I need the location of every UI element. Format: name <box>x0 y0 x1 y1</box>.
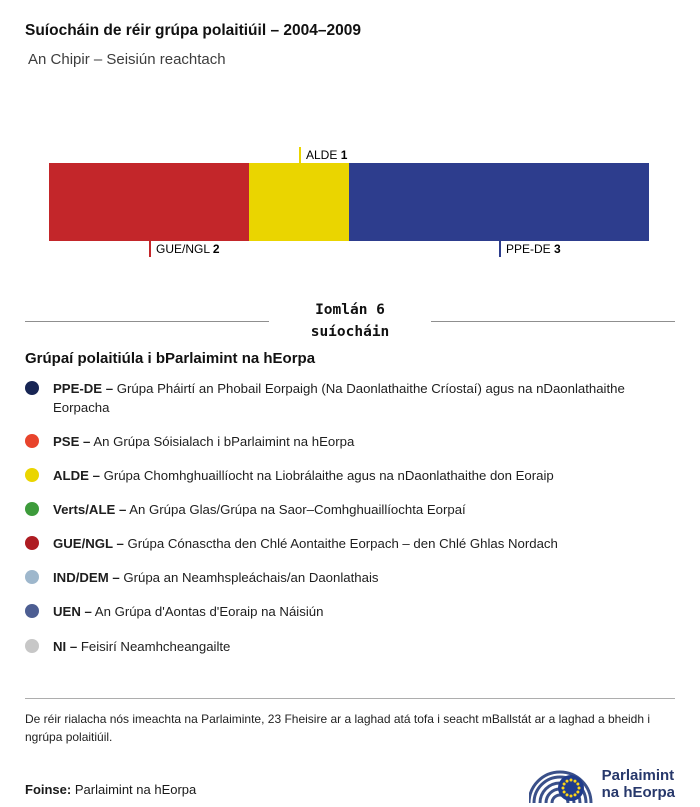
group-description: Grúpa an Neamhspleáchais/an Daonlathais <box>123 570 379 586</box>
group-abbr: PPE-DE – <box>53 380 114 396</box>
bar-segment-alde <box>249 163 349 241</box>
legend-item <box>25 466 675 485</box>
group-abbr: UEN – <box>53 604 92 620</box>
tick-mark <box>149 241 151 257</box>
group-description: An Grúpa Sóisialach i bParlaimint na hEorpa <box>93 433 355 449</box>
hemicycle-icon <box>529 761 593 807</box>
footer <box>25 761 675 807</box>
group-description: An Grúpa Glas/Grúpa na Saor–Comhghuaillíochta Eorpaí <box>129 502 466 518</box>
left-rule <box>25 321 269 322</box>
group-abbr: GUE/NGL – <box>53 536 124 552</box>
page-title: Suíocháin de réir grúpa polaitiúil – 2004–2009 <box>25 22 361 39</box>
legend-item <box>25 637 675 656</box>
legend-item <box>25 602 675 621</box>
logo-line1: Parlaimint <box>601 766 675 784</box>
tick-mark <box>499 241 501 257</box>
total-line1: Iomlán 6 <box>315 302 385 318</box>
group-color-dot <box>25 502 39 516</box>
segment-label-gue-ngl <box>149 241 220 257</box>
european-parliament-logo <box>529 761 675 807</box>
logo-wordmark <box>602 767 675 802</box>
group-description: Feisirí Neamhcheangailte <box>80 638 231 654</box>
legend-item <box>25 500 675 519</box>
legend-heading: Grúpaí polaitiúla i bParlaimint na hEorpa <box>25 349 316 367</box>
group-color-dot <box>25 639 39 653</box>
group-abbr: ALDE – <box>53 467 100 483</box>
bar-segment-ppe-de <box>349 163 649 241</box>
segment-label-alde <box>299 147 347 163</box>
group-color-dot <box>25 468 39 482</box>
page-subtitle: An Chipir – Seisiún reachtach <box>28 51 226 68</box>
total-line2: suíocháin <box>310 323 390 340</box>
legend-item <box>25 534 675 553</box>
group-description: Grúpa Chomhghuaillíocht na Liobrálaithe agus na nDaonlathaithe don Eoraip <box>103 467 554 483</box>
source-value: Parlaimint na hEorpa <box>74 781 197 797</box>
stacked-bar-area <box>49 148 649 256</box>
divider <box>25 698 675 699</box>
legend-item <box>25 568 675 587</box>
source-line <box>25 782 196 797</box>
logo-line2: na hEorpa <box>601 783 675 801</box>
segment-label-ppe-de <box>499 241 561 257</box>
segment-label-text: ALDE 1 <box>306 148 348 162</box>
legend-item <box>25 379 675 417</box>
group-description: Grúpa Cónasctha den Chlé Aontaithe Eorpach – den Chlé Ghlas Nordach <box>127 536 558 552</box>
group-color-dot <box>25 381 39 395</box>
segment-label-text: GUE/NGL 2 <box>156 242 220 256</box>
legend-list <box>25 379 675 656</box>
group-color-dot <box>25 604 39 618</box>
right-rule <box>431 321 675 322</box>
bar-segment-gue-ngl <box>49 163 249 241</box>
group-abbr: IND/DEM – <box>53 570 120 586</box>
seat-distribution-chart <box>25 148 675 256</box>
total-seats <box>269 300 432 344</box>
group-color-dot <box>25 570 39 584</box>
stacked-bar <box>49 163 649 241</box>
group-abbr: NI – <box>53 638 78 654</box>
segment-label-text: PPE-DE 3 <box>506 242 561 256</box>
group-description: Grúpa Pháirtí an Phobail Eorpaigh (Na Daonlathaithe Críostaí) agus na nDaonlathaithe Eorpacha <box>53 380 625 415</box>
footnote: De réir rialacha nós imeachta na Parlaiminte, 23 Fheisire ar a laghad atá tofa i seacht mBallstát ar a laghad a bheidh i ngrúpa polaitiúil. <box>25 711 651 745</box>
tick-mark <box>299 147 301 163</box>
legend-item <box>25 432 675 451</box>
group-abbr: Verts/ALE – <box>53 502 127 518</box>
group-abbr: PSE – <box>53 433 91 449</box>
group-color-dot <box>25 536 39 550</box>
group-description: An Grúpa d'Aontas d'Eoraip na Náisiún <box>94 604 324 620</box>
source-label: Foinse: <box>25 781 72 797</box>
group-color-dot <box>25 434 39 448</box>
total-seats-row <box>25 300 675 344</box>
